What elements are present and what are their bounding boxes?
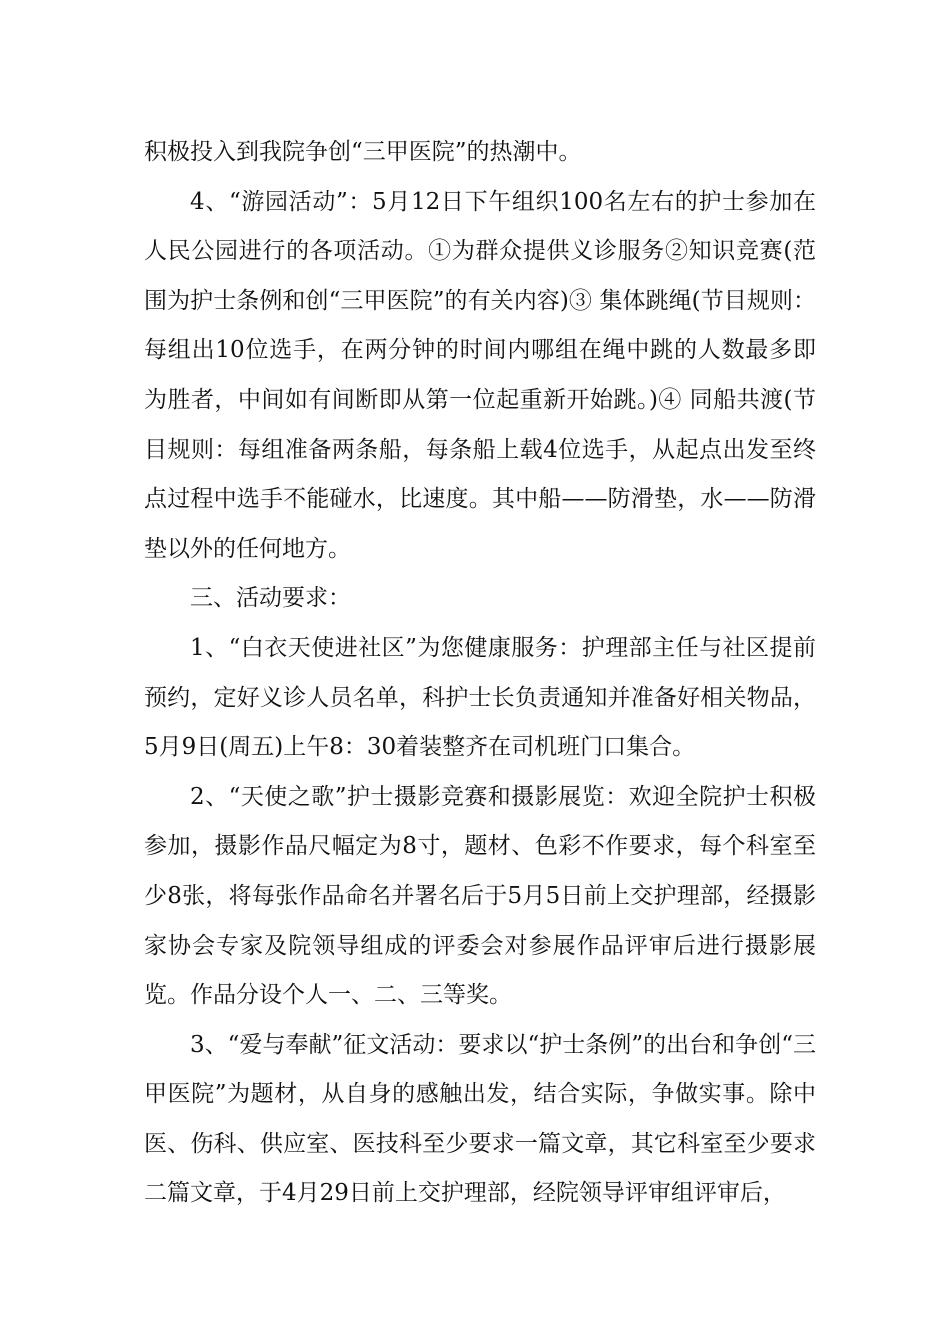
paragraph-item-4-garden-activity: 4、“游园活动”：5月12日下午组织100名左右的护士参加在人民公园进行的各项活动。①为群众提供义诊服务②知识竞赛(范围为护士条例和创“三甲医院”的有关内容)③ 集体跳绳(节目规则：每组出10位选手，在两分钟的时间内哪组在绳中跳的人数最多即为胜者，中间如有间断即从第一位起重新开始跳。)④ 同船共渡(节目规则：每组准备两条船，每条船上载4位选手，从起点出发至终点过程中选手不能碰水，比速度。其中船——防滑垫，水——防滑垫以外的任何地方。 xyxy=(144,188,816,562)
paragraph-requirement-3: 3、“爱与奉献”征文活动：要求以“护士条例”的出台和争创“三甲医院”为题材，从自身的感触出发，结合实际，争做实事。除中医、伤科、供应室、医技科至少要求一篇文章，其它科室至少要求二篇文章，于4月29日前上交护理部，经院领导评审组评审后， xyxy=(144,1031,816,1207)
section-heading-activity-requirements: 三、活动要求： xyxy=(190,585,351,612)
paragraph-continuation: 积极投入到我院争创“三甲医院”的热潮中。 xyxy=(144,139,582,165)
paragraph-requirement-1: 1、“白衣天使进社区”为您健康服务：护理部主任与社区提前预约，定好义诊人员名单，科护士长负责通知并准备好相关物品，5月9日(周五)上午8：30着装整齐在司机班门口集合。 xyxy=(144,634,816,761)
document-body xyxy=(144,128,816,1219)
paragraph-requirement-2: 2、“天使之歌”护士摄影竞赛和摄影展览：欢迎全院护士积极参加，摄影作品尺幅定为8寸，题材、色彩不作要求，每个科室至少8张，将每张作品命名并署名后于5月5日前上交护理部，经摄影家协会专家及院领导组成的评委会对参展作品评审后进行摄影展览。作品分设个人一、二、三等奖。 xyxy=(144,783,816,1009)
